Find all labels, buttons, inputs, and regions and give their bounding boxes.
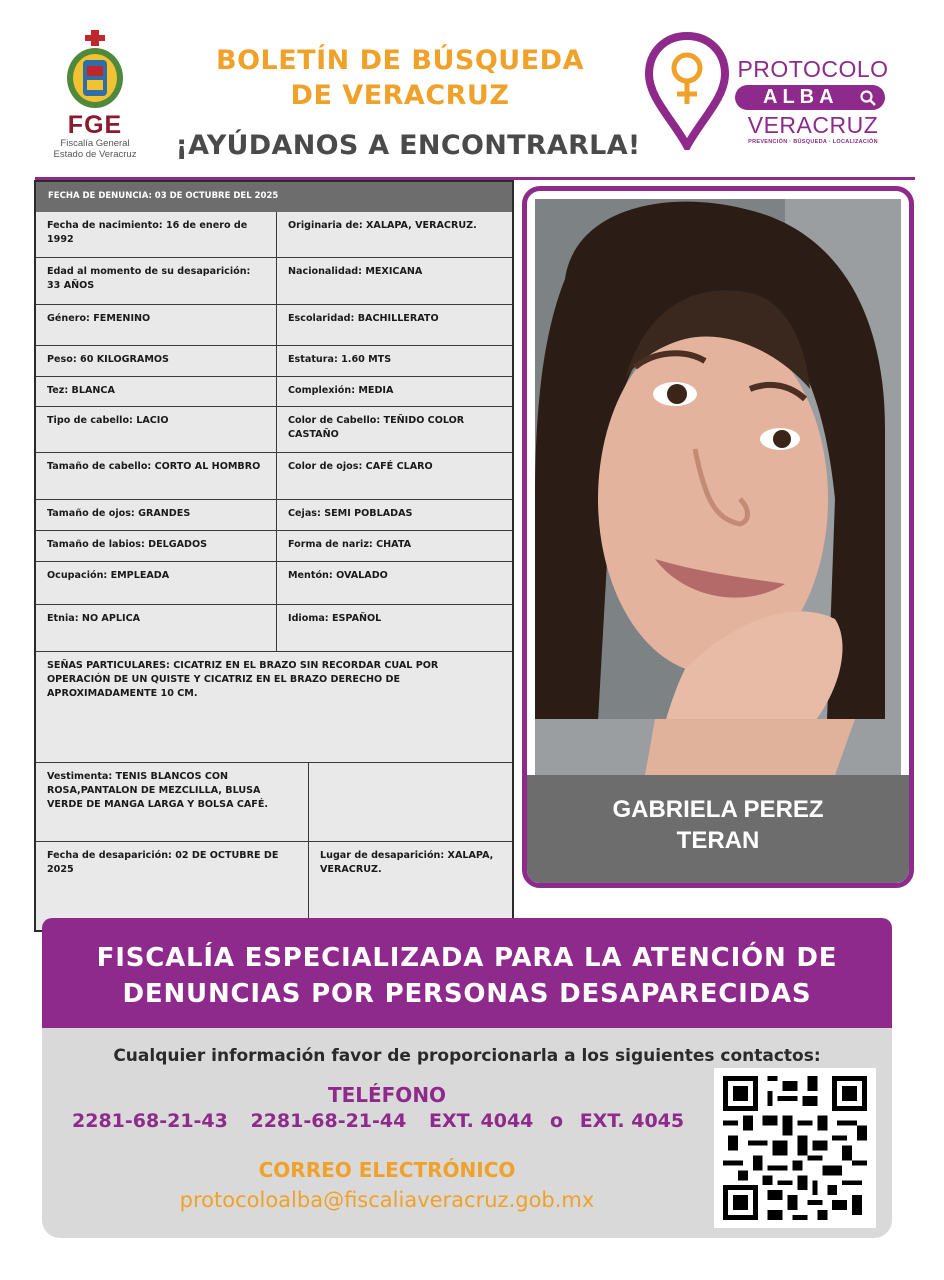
table-cell: Edad al momento de su desaparición: 33 AÑOS [36, 258, 277, 305]
contact-intro: Cualquier información favor de proporcionarla a los siguientes contactos: [113, 1046, 821, 1066]
fge-shield-icon [63, 30, 127, 110]
alba-protocolo-text: PROTOCOLO [737, 56, 889, 82]
person-name-line1: GABRIELA PEREZ [612, 796, 824, 823]
fge-logo [40, 30, 150, 165]
table-cell: Escolaridad: BACHILLERATO [277, 305, 512, 346]
banner-line1: FISCALÍA ESPECIALIZADA PARA LA ATENCIÓN DE [96, 943, 838, 973]
table-cell: Forma de nariz: CHATA [277, 531, 512, 562]
qr-code[interactable] [714, 1068, 876, 1228]
table-cell: Tamaño de cabello: CORTO AL HOMBRO [36, 453, 277, 500]
disappearance-date: Fecha de desaparición: 02 DE OCTUBRE DE 2025 [36, 842, 309, 930]
portrait-image [535, 199, 901, 775]
distinguishing-marks: SEÑAS PARTICULARES: CICATRIZ EN EL BRAZO SIN RECORDAR CUAL POR OPERACIÓN DE UN QUISTE Y CICATRIZ EN EL BRAZO DERECHO DE APROXIMADAMENTE 10 CM. [36, 652, 512, 763]
table-cell: Tamaño de labios: DELGADOS [36, 531, 277, 562]
table-cell: Mentón: OVALADO [277, 562, 512, 605]
contact-panel [42, 1028, 892, 1238]
table-cell: Tipo de cabello: LACIO [36, 407, 277, 453]
table-cell: Cejas: SEMI POBLADAS [277, 500, 512, 531]
location-pin-icon [645, 32, 730, 150]
missing-person-card [522, 186, 914, 888]
table-cell: Peso: 60 KILOGRAMOS [36, 346, 277, 377]
person-photo [535, 199, 901, 775]
fiscalia-banner [42, 918, 892, 1028]
clothing-description: Vestimenta: TENIS BLANCOS CON ROSA,PANTALON DE MEZCLILLA, BLUSA VERDE DE MANGA LARGA Y BOLSA CAFÉ. [36, 763, 309, 842]
person-name-line2: TERAN [676, 827, 760, 854]
email-label: CORREO ELECTRÓNICO [258, 1158, 516, 1182]
bulletin-title-line2: DE VERACRUZ [290, 80, 510, 111]
table-cell: Idioma: ESPAÑOL [277, 605, 512, 652]
fge-name-line2: Estado de Veracruz [53, 149, 137, 160]
table-cell: Complexión: MEDIA [277, 377, 512, 407]
alba-tagline: PREVENCIÓN · BÚSQUEDA · LOCALIZACIÓN [748, 139, 878, 145]
person-name [527, 775, 909, 883]
qr-code-icon [722, 1076, 868, 1220]
alba-text: ALBA [763, 86, 839, 108]
extension-2: EXT. 4045 [579, 1110, 685, 1132]
fge-abbreviation: FGE [67, 111, 123, 139]
table-cell: Nacionalidad: MEXICANA [277, 258, 512, 305]
phone-number-1[interactable]: 2281-68-21-43 [72, 1110, 228, 1132]
table-cell: Etnia: NO APLICA [36, 605, 277, 652]
phone-numbers [72, 1110, 732, 1132]
table-cell: Color de Cabello: TEÑIDO COLOR CASTAÑO [277, 407, 512, 453]
alba-veracruz-text: VERACRUZ [747, 112, 879, 138]
bulletin-title-line1: BOLETÍN DE BÚSQUEDA [216, 45, 584, 76]
disappearance-place: Lugar de desaparición: XALAPA, VERACRUZ. [309, 842, 512, 930]
phone-number-2[interactable]: 2281-68-21-44 [250, 1110, 407, 1132]
table-cell: Tez: BLANCA [36, 377, 277, 407]
email-link[interactable]: protocoloalba@fiscaliaveracruz.gob.mx [179, 1188, 595, 1212]
search-icon [859, 89, 877, 107]
table-cell: Estatura: 1.60 MTS [277, 346, 512, 377]
protocolo-alba-logo [645, 32, 895, 157]
extension-1: EXT. 4044 [428, 1110, 534, 1132]
empty-cell [309, 763, 512, 842]
table-cell: Fecha de nacimiento: 16 de enero de 1992 [36, 212, 277, 258]
conjunction: o [550, 1110, 564, 1132]
person-data-table [34, 180, 514, 932]
phone-label: TELÉFONO [327, 1083, 447, 1107]
fge-name-line1: Fiscalía General [60, 138, 130, 149]
banner-line2: DENUNCIAS POR PERSONAS DESAPARECIDAS [122, 979, 812, 1009]
alba-pill [735, 85, 885, 110]
table-cell: Género: FEMENINO [36, 305, 277, 346]
table-cell: Originaria de: XALAPA, VERACRUZ. [277, 212, 512, 258]
complaint-date: FECHA DE DENUNCIA: 03 DE OCTUBRE DEL 2025 [36, 182, 512, 212]
table-cell: Ocupación: EMPLEADA [36, 562, 277, 605]
bulletin-subtitle: ¡AYÚDANOS A ENCONTRARLA! [175, 130, 641, 161]
table-cell: Tamaño de ojos: GRANDES [36, 500, 277, 531]
table-cell: Color de ojos: CAFÉ CLARO [277, 453, 512, 500]
